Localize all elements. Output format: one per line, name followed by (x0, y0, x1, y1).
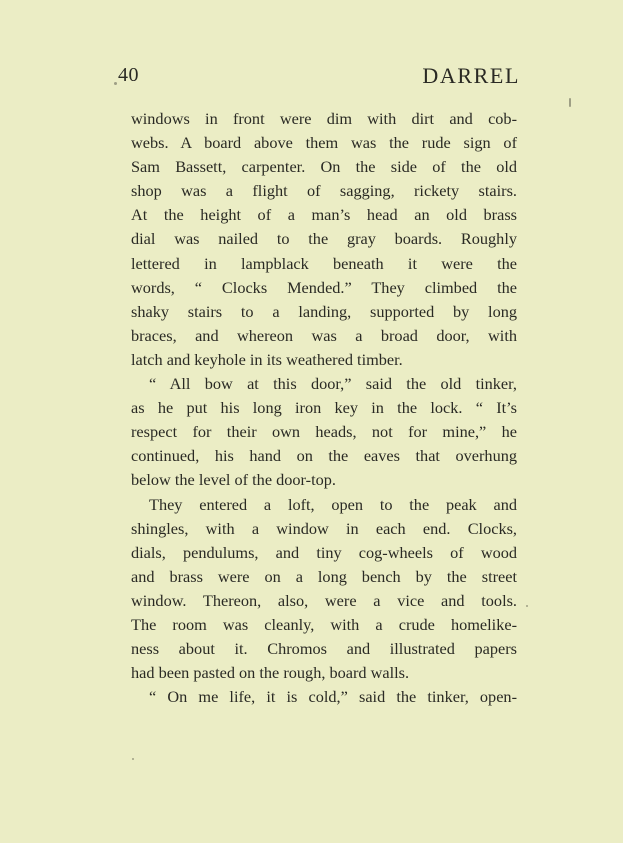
text-line: shaky stairs to a landing, supported by long (131, 301, 517, 321)
text-line: words, “ Clocks Mended.” They climbed the (131, 277, 517, 297)
text-line: They entered a loft, open to the peak and (149, 494, 517, 514)
text-line: had been pasted on the rough, board walls. (131, 663, 410, 683)
page-number: 40 (118, 64, 139, 86)
text-line: respect for their own heads, not for mine,” he (131, 422, 517, 442)
paragraph (131, 685, 517, 709)
text-line: At the height of a man’s head an old brass (131, 205, 517, 225)
paragraph (131, 107, 517, 372)
paper-speck (132, 758, 134, 760)
paper-speck (569, 98, 571, 107)
text-line: webs. A board above them was the rude sign of (131, 133, 517, 153)
text-line: dials, pendulums, and tiny cog-wheels of wood (131, 542, 517, 562)
text-line: The room was cleanly, with a crude homelike- (131, 614, 517, 634)
text-line: window. Thereon, also, were a vice and tools. (131, 590, 517, 610)
page-header (118, 64, 520, 94)
text-line: lettered in lampblack beneath it were the (131, 253, 517, 273)
text-line: windows in front were dim with dirt and cob- (131, 109, 517, 128)
text-line: below the level of the door-top. (131, 470, 336, 490)
text-line: “ On me life, it is cold,” said the tinker, open- (149, 687, 517, 707)
body-text (131, 107, 517, 709)
text-line: shingles, with a window in each end. Clocks, (131, 518, 517, 538)
text-line: dial was nailed to the gray boards. Roughly (131, 229, 517, 249)
text-line: braces, and whereon was a broad door, with (131, 325, 517, 345)
text-line: Sam Bassett, carpenter. On the side of the old (131, 157, 517, 177)
text-line: ness about it. Chromos and illustrated papers (131, 639, 517, 659)
text-line: as he put his long iron key in the lock. “ It’s (131, 398, 517, 418)
text-line: continued, his hand on the eaves that overhung (131, 446, 517, 466)
paragraph (131, 493, 517, 686)
text-line: latch and keyhole in its weathered timber. (131, 349, 403, 369)
paper-speck (114, 82, 117, 85)
paper-speck (526, 605, 528, 607)
text-line: “ All bow at this door,” said the old tinker, (149, 374, 517, 394)
running-head: DARREL (422, 63, 520, 88)
text-line: shop was a flight of sagging, rickety stairs. (131, 181, 517, 201)
paragraph (131, 372, 517, 492)
text-line: and brass were on a long bench by the street (131, 566, 517, 586)
